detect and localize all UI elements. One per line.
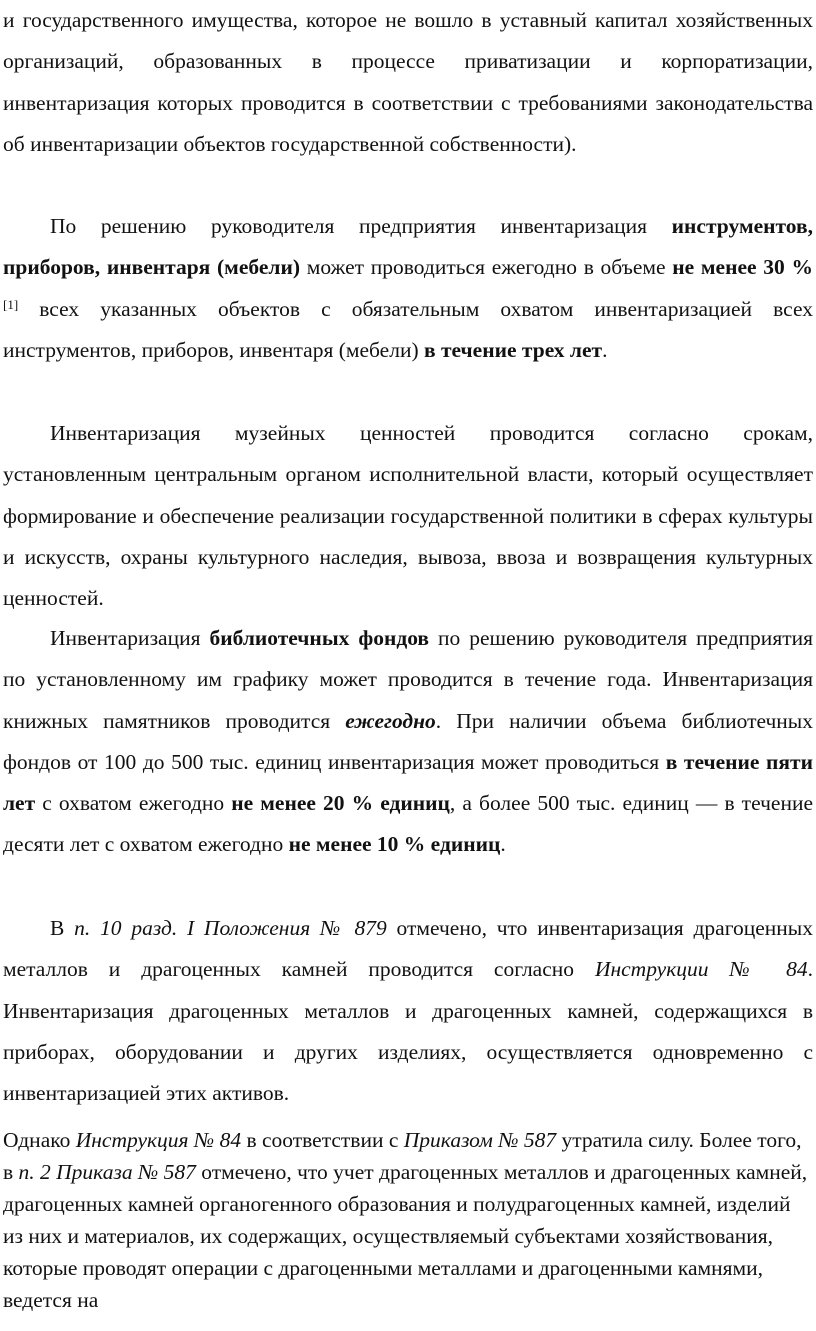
emphasis-annually: ежегодно [345,708,436,733]
paragraph-property-types: и государственного имущества, которое не вошло в уставный капитал хозяйственных организаций, образованных в процессе приватизации и корпоратизации, инвентаризация которых проводится в соответствии с требованиями законодательства об инвентаризации объектов государственной собственности). [3,8,813,156]
reference-instruction-84[interactable]: Инструкции № 84 [594,957,808,982]
reference-instruction-84-repealed[interactable]: Инструкция № 84 [75,1128,242,1152]
emphasis-min-10: не менее 10 % единиц [288,832,501,857]
emphasis-instruments: инструментов, приборов, инвентаря (мебели) [3,214,813,280]
emphasis-min-30: не менее 30 % [672,255,813,280]
emphasis-min-20: не менее 20 % единиц [231,791,450,816]
paragraph-library-funds: Инвентаризация библиотечных фондов по решению руководителя предприятия по установленному им графику может проводится в течение года. Инвентаризация книжных памятников проводится ежегодно. При наличии объема библиотечных фондов от 100 до 500 тыс. единиц инвентаризация может проводиться в течение пяти лет с охватом ежегодно не менее 20 % единиц, а более 500 тыс. единиц — в течение десяти лет с охватом ежегодно не менее 10 % единиц. [3,626,813,857]
footnote-ref[interactable]: [1] [3,296,19,312]
paragraph-museum-values: Инвентаризация музейных ценностей проводится согласно срокам, установленным центральным органом исполнительной власти, который осуществляет формирование и обеспечение реализации государственной политики в сферах культуры и искусств, охраны культурного наследия, вывоза, ввоза и возвращения культурных ценностей. [3,421,813,611]
paragraph-precious-metals: В п. 10 разд. I Положения № 879 отмечено, что инвентаризация драгоценных металлов и драгоценных камней проводится согласно Инструкции № 84. Инвентаризация драгоценных металлов и драгоценных камней, содержащихся в приборах, оборудовании и других изделиях, осуществляется одновременно с инвентаризацией этих активов. [3,916,813,1106]
emphasis-library-funds: библиотечных фондов [209,626,430,650]
emphasis-three-years: в течение трех лет [424,337,603,362]
paragraph-instruction-repealed: Однако Инструкция № 84 в соответствии с Приказом № 587 утратила силу. Более того, в п. 2 Приказа № 587 отмечено, что учет драгоценных металлов и драгоценных камней, драгоценных камней органогенного образования и полудрагоценных камней, изделий из них и материалов, их содержащих, осуществляемый субъектами хозяйствования, которые проводят операции с драгоценными металлами и драгоценными камнями, ведется на [3,1128,808,1312]
reference-regulation-879[interactable]: п. 10 разд. I Положения № 879 [74,916,387,940]
reference-order-587-p2[interactable]: п. 2 Приказа № 587 [18,1160,196,1184]
reference-order-587[interactable]: Приказом № 587 [403,1128,557,1152]
emphasis-five-years: в течение пяти лет [3,749,813,816]
paragraph-instruments-inventory: По решению руководителя предприятия инвентаризация инструментов, приборов, инвентаря (мебели) может проводиться ежегодно в объеме не менее 30 % [1] всех указанных объектов с обязательным охватом инвентаризацией всех инструментов, приборов, инвентаря (мебели) в течение трех лет. [3,214,813,362]
